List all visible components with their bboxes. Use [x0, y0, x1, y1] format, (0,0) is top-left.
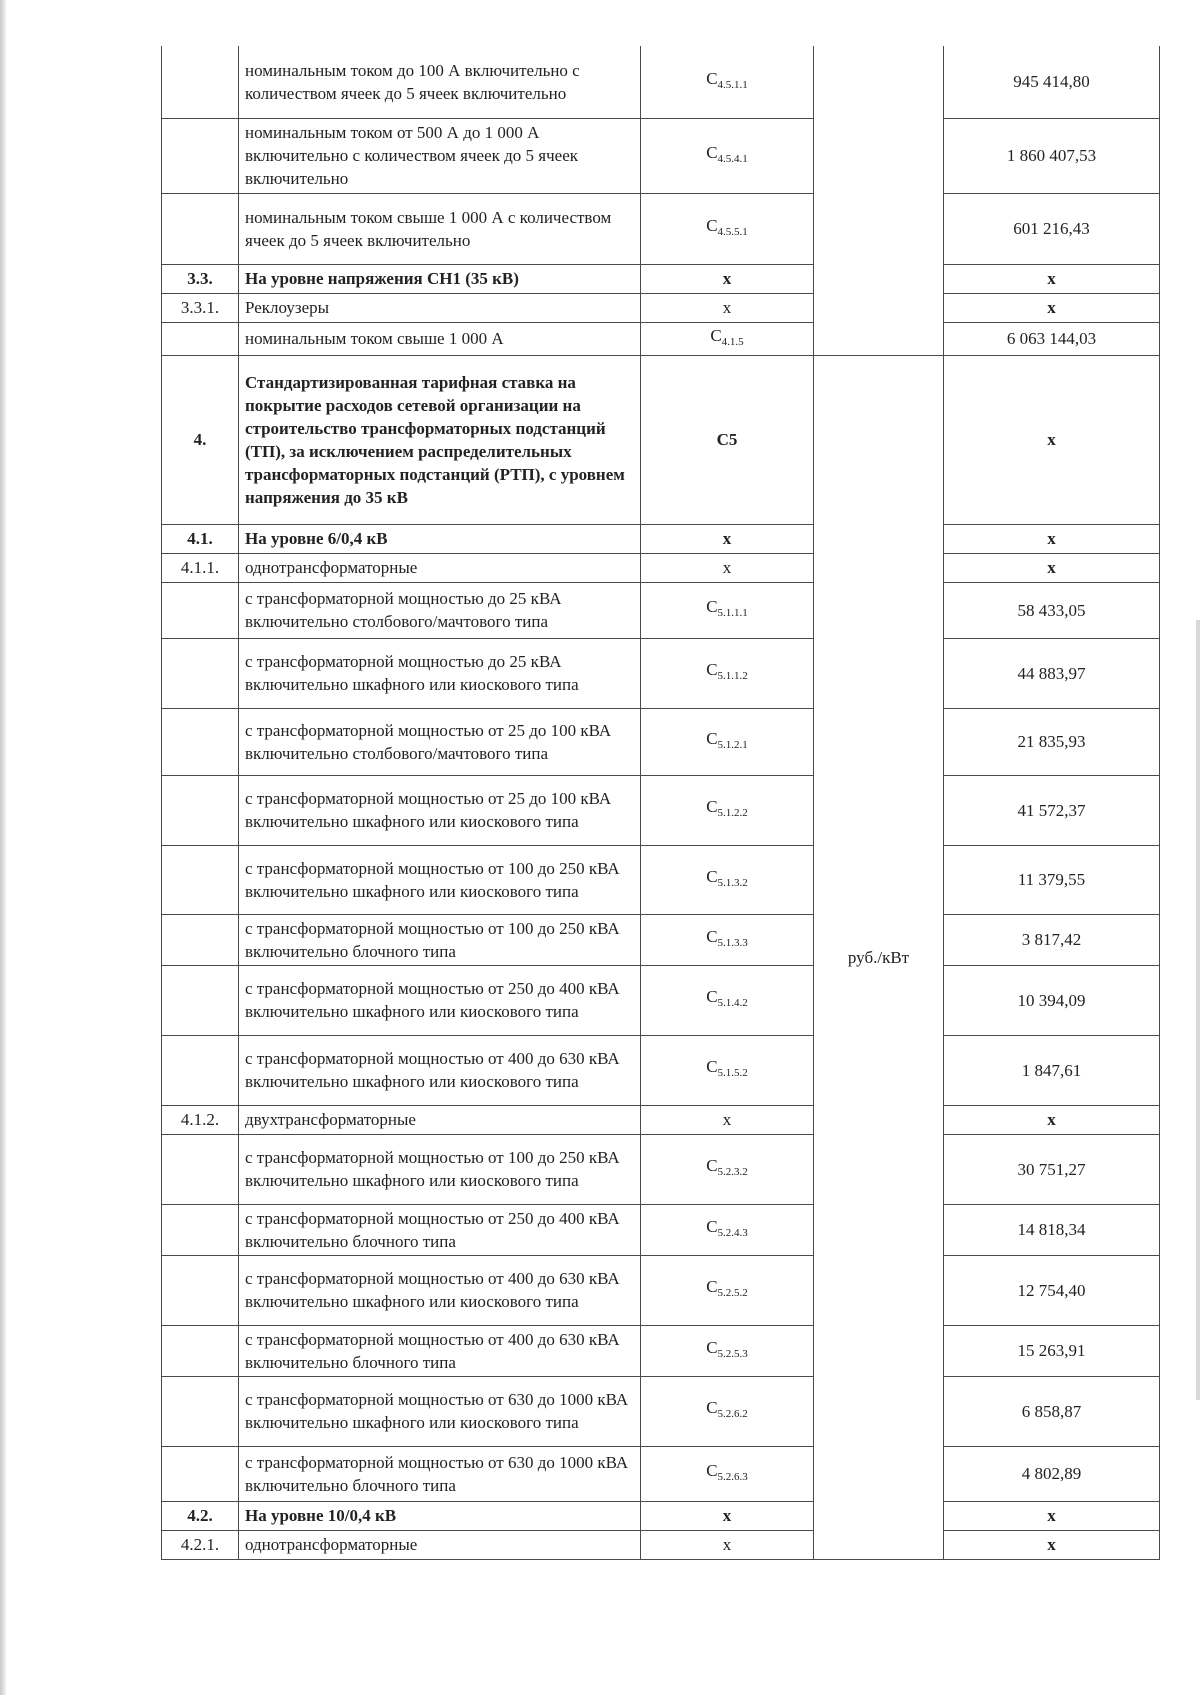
rate-value: 3 817,42	[944, 914, 1160, 965]
row-description: номинальным током свыше 1 000 А с количеством ячеек до 5 ячеек включительно	[239, 193, 641, 264]
rate-value: 14 818,34	[944, 1204, 1160, 1255]
tariff-table-body	[162, 46, 1160, 1559]
rate-code	[641, 965, 814, 1035]
rate-code-main: C	[706, 926, 718, 946]
scan-right-edge	[1196, 620, 1200, 1400]
rate-code-main: x	[722, 298, 732, 317]
row-description: с трансформаторной мощностью до 25 кВА включительно шкафного или киоскового типа	[239, 638, 641, 708]
rate-code-main: C	[706, 1398, 718, 1417]
rate-code-main: x	[722, 1535, 732, 1554]
rate-code-subscript: 5.1.2.2	[717, 807, 748, 819]
row-description: с трансформаторной мощностью от 100 до 250 кВА включительно блочного типа	[239, 914, 641, 965]
row-number: 4.1.1.	[162, 553, 239, 582]
row-description: На уровне 10/0,4 кВ	[239, 1501, 641, 1530]
table-row	[162, 118, 1160, 193]
table-row	[162, 1376, 1160, 1446]
rate-value: 58 433,05	[944, 582, 1160, 638]
rate-code-subscript: 5.1.3.2	[717, 876, 748, 889]
table-row	[162, 322, 1160, 355]
rate-value: 15 263,91	[944, 1325, 1160, 1376]
table-row	[162, 775, 1160, 845]
row-number	[162, 46, 239, 118]
rate-code-main: C	[706, 1277, 718, 1296]
rate-code-main: x	[722, 1110, 732, 1129]
rate-value: x	[944, 524, 1160, 553]
rate-code-subscript: 4.5.5.1	[717, 225, 748, 238]
row-description: номинальным током до 100 А включительно с количеством ячеек до 5 ячеек включительно	[239, 46, 641, 118]
rate-value: 41 572,37	[944, 775, 1160, 845]
rate-code-subscript: 5.1.5.2	[717, 1067, 748, 1079]
table-row	[162, 1446, 1160, 1501]
row-description: номинальным током свыше 1 000 А	[239, 322, 641, 355]
rate-code-main: C	[706, 797, 718, 816]
table-row	[162, 1255, 1160, 1325]
rate-code	[641, 914, 814, 965]
unit-cell-empty	[814, 46, 944, 355]
rate-code-main: C	[706, 1156, 718, 1175]
rate-code-subscript: 4.5.1.1	[717, 78, 748, 91]
rate-code-main: C5	[716, 430, 738, 449]
row-description: номинальным током от 500 А до 1 000 А включительно с количеством ячеек до 5 ячеек включительно	[239, 118, 641, 193]
row-description: Стандартизированная тарифная ставка на покрытие расходов сетевой организации на строительство трансформаторных подстанций (ТП), за исключением распределительных трансформаторных подстанций (РТП), с уровнем напряжения до 35 кВ	[239, 355, 641, 524]
tariff-table	[161, 46, 1160, 1560]
row-description: с трансформаторной мощностью от 630 до 1000 кВА включительно шкафного или киоскового типа	[239, 1376, 641, 1446]
scan-left-edge	[0, 0, 6, 1695]
row-description: с трансформаторной мощностью от 25 до 100 кВА включительно шкафного или киоскового типа	[239, 775, 641, 845]
rate-code-subscript: 5.2.5.3	[717, 1347, 748, 1360]
rate-code	[641, 293, 814, 322]
rate-code-subscript: 5.2.4.3	[717, 1226, 748, 1239]
row-number: 4.2.1.	[162, 1530, 239, 1559]
rate-value: 4 802,89	[944, 1446, 1160, 1501]
rate-code	[641, 638, 814, 708]
rate-code-subscript: 4.1.5	[721, 335, 744, 348]
rate-code	[641, 1325, 814, 1376]
unit-cell: руб./кВт	[814, 355, 944, 1559]
rate-code	[641, 708, 814, 775]
row-number	[162, 1134, 239, 1204]
row-number	[162, 914, 239, 965]
rate-code-main: x	[722, 269, 732, 288]
table-row	[162, 264, 1160, 293]
row-number	[162, 582, 239, 638]
rate-value: x	[944, 1530, 1160, 1559]
rate-code	[641, 118, 814, 193]
row-number: 4.2.	[162, 1501, 239, 1530]
table-row	[162, 1530, 1160, 1559]
row-number	[162, 845, 239, 914]
rate-value: x	[944, 355, 1160, 524]
rate-value: 945 414,80	[944, 46, 1160, 118]
rate-value: 44 883,97	[944, 638, 1160, 708]
rate-code	[641, 1446, 814, 1501]
rate-code	[641, 355, 814, 524]
row-number	[162, 1255, 239, 1325]
row-description: с трансформаторной мощностью до 25 кВА включительно столбового/мачтового типа	[239, 582, 641, 638]
row-number	[162, 322, 239, 355]
row-number	[162, 1446, 239, 1501]
rate-code	[641, 1501, 814, 1530]
rate-value: 30 751,27	[944, 1134, 1160, 1204]
row-description: однотрансформаторные	[239, 1530, 641, 1559]
rate-code-subscript: 5.1.1.1	[717, 607, 748, 619]
rate-code-main: C	[710, 325, 722, 345]
row-description: с трансформаторной мощностью от 100 до 250 кВА включительно шкафного или киоскового типа	[239, 845, 641, 914]
rate-value: 21 835,93	[944, 708, 1160, 775]
rate-value: x	[944, 553, 1160, 582]
table-row	[162, 1105, 1160, 1134]
rate-value: 1 847,61	[944, 1035, 1160, 1105]
rate-code	[641, 1255, 814, 1325]
table-row	[162, 524, 1160, 553]
rate-code-subscript: 5.1.4.2	[717, 997, 748, 1009]
rate-code-main: C	[706, 1337, 718, 1357]
rate-code-subscript: 5.2.6.3	[717, 1470, 748, 1483]
row-description: На уровне напряжения СН1 (35 кВ)	[239, 264, 641, 293]
rate-code-main: C	[706, 728, 718, 748]
row-number	[162, 1325, 239, 1376]
rate-code	[641, 775, 814, 845]
row-number	[162, 1204, 239, 1255]
rate-value: x	[944, 264, 1160, 293]
row-number: 4.1.2.	[162, 1105, 239, 1134]
table-row	[162, 708, 1160, 775]
row-description: На уровне 6/0,4 кВ	[239, 524, 641, 553]
rate-code	[641, 1134, 814, 1204]
rate-code-main: C	[706, 1216, 718, 1236]
rate-code-main: C	[706, 215, 718, 235]
table-row	[162, 965, 1160, 1035]
rate-code	[641, 46, 814, 118]
table-row	[162, 193, 1160, 264]
row-number	[162, 193, 239, 264]
rate-value: 11 379,55	[944, 845, 1160, 914]
row-number	[162, 1376, 239, 1446]
table-row	[162, 845, 1160, 914]
rate-value: x	[944, 293, 1160, 322]
rate-code-subscript: 4.5.4.1	[717, 152, 748, 165]
row-number	[162, 638, 239, 708]
rate-code	[641, 845, 814, 914]
rate-code-main: C	[706, 866, 718, 886]
row-description: с трансформаторной мощностью от 250 до 400 кВА включительно блочного типа	[239, 1204, 641, 1255]
rate-code-subscript: 5.2.6.2	[717, 1408, 748, 1420]
table-row	[162, 1035, 1160, 1105]
rate-code-main: x	[722, 529, 732, 548]
table-row	[162, 46, 1160, 118]
rate-code-main: C	[706, 1057, 718, 1076]
rate-code	[641, 264, 814, 293]
row-number	[162, 775, 239, 845]
row-number: 4.	[162, 355, 239, 524]
rate-code	[641, 1105, 814, 1134]
table-row	[162, 1501, 1160, 1530]
rate-value: 6 858,87	[944, 1376, 1160, 1446]
table-row	[162, 355, 1160, 524]
row-number: 4.1.	[162, 524, 239, 553]
rate-value: x	[944, 1105, 1160, 1134]
rate-code-main: C	[706, 597, 718, 616]
rate-code-main: C	[706, 987, 718, 1006]
rate-code	[641, 1376, 814, 1446]
row-description: однотрансформаторные	[239, 553, 641, 582]
rate-code-main: C	[706, 142, 718, 162]
rate-code-subscript: 5.2.3.2	[717, 1166, 748, 1178]
rate-code-subscript: 5.1.1.2	[717, 670, 748, 682]
row-number: 3.3.1.	[162, 293, 239, 322]
row-description: с трансформаторной мощностью от 250 до 400 кВА включительно шкафного или киоскового типа	[239, 965, 641, 1035]
rate-code	[641, 1530, 814, 1559]
row-description: с трансформаторной мощностью от 630 до 1000 кВА включительно блочного типа	[239, 1446, 641, 1501]
rate-value: 6 063 144,03	[944, 322, 1160, 355]
rate-value: x	[944, 1501, 1160, 1530]
rate-code	[641, 582, 814, 638]
rate-code	[641, 1035, 814, 1105]
table-row	[162, 1325, 1160, 1376]
rate-code	[641, 322, 814, 355]
rate-code-main: x	[722, 558, 732, 577]
rate-value: 10 394,09	[944, 965, 1160, 1035]
rate-code-main: C	[706, 68, 718, 88]
rate-value: 1 860 407,53	[944, 118, 1160, 193]
rate-value: 601 216,43	[944, 193, 1160, 264]
table-row	[162, 1204, 1160, 1255]
row-description: с трансформаторной мощностью от 100 до 250 кВА включительно шкафного или киоскового типа	[239, 1134, 641, 1204]
rate-code-main: x	[722, 1506, 732, 1525]
row-number: 3.3.	[162, 264, 239, 293]
row-description: Реклоузеры	[239, 293, 641, 322]
rate-code	[641, 553, 814, 582]
table-row	[162, 638, 1160, 708]
rate-value: 12 754,40	[944, 1255, 1160, 1325]
row-number	[162, 118, 239, 193]
rate-code-main: C	[706, 660, 718, 679]
row-description: двухтрансформаторные	[239, 1105, 641, 1134]
table-row	[162, 1134, 1160, 1204]
row-description: с трансформаторной мощностью от 25 до 100 кВА включительно столбового/мачтового типа	[239, 708, 641, 775]
rate-code-subscript: 5.1.2.1	[717, 738, 748, 751]
row-description: с трансформаторной мощностью от 400 до 630 кВА включительно шкафного или киоскового типа	[239, 1035, 641, 1105]
row-description: с трансформаторной мощностью от 400 до 630 кВА включительно шкафного или киоскового типа	[239, 1255, 641, 1325]
table-row	[162, 582, 1160, 638]
rate-code-subscript: 5.1.3.3	[717, 936, 748, 949]
table-row	[162, 914, 1160, 965]
rate-code-subscript: 5.2.5.2	[717, 1287, 748, 1299]
table-row	[162, 293, 1160, 322]
table-row	[162, 553, 1160, 582]
row-number	[162, 708, 239, 775]
row-number	[162, 965, 239, 1035]
rate-code	[641, 1204, 814, 1255]
row-number	[162, 1035, 239, 1105]
rate-code	[641, 524, 814, 553]
rate-code-main: C	[706, 1460, 718, 1480]
row-description: с трансформаторной мощностью от 400 до 630 кВА включительно блочного типа	[239, 1325, 641, 1376]
rate-code	[641, 193, 814, 264]
